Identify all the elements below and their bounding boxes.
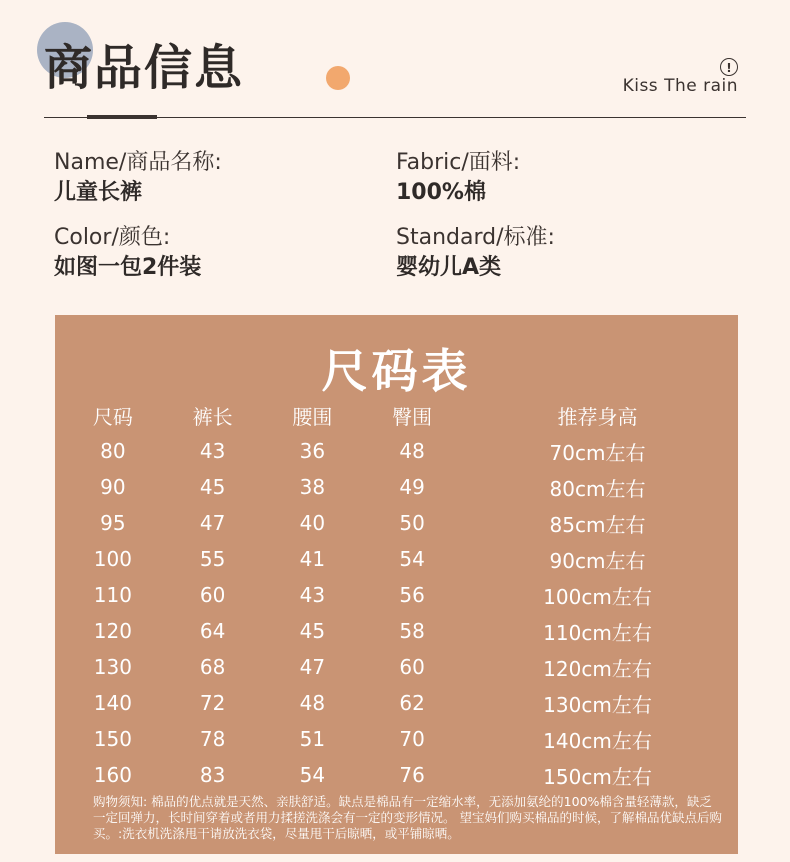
table-cell: 36: [299, 439, 326, 463]
table-cell: 60: [399, 655, 425, 679]
decorative-circle-orange: [326, 66, 350, 90]
exclamation-circle-icon: !: [720, 58, 738, 76]
header-size: 尺码: [92, 404, 133, 429]
table-cell: 43: [299, 583, 326, 607]
table-cell: 58: [399, 619, 425, 643]
size-chart-panel: [55, 315, 738, 854]
standard-label: Standard/标准:: [396, 225, 555, 250]
table-row: [63, 649, 733, 685]
color-value: 如图一包2件装: [54, 255, 202, 280]
table-cell: 60: [199, 583, 226, 607]
brand-text: Kiss The rain: [622, 76, 738, 96]
table-cell: 95: [100, 511, 126, 535]
table-row: [63, 685, 733, 721]
table-cell: 130cm左右: [543, 692, 652, 717]
table-cell: 150: [93, 727, 132, 751]
table-cell: 150cm左右: [543, 764, 652, 789]
table-cell: 47: [299, 655, 326, 679]
table-cell: 120: [93, 619, 132, 643]
table-cell: 160: [93, 763, 132, 787]
info-standard: [396, 223, 555, 283]
name-label: Name/商品名称:: [54, 150, 222, 175]
table-cell: 62: [399, 691, 425, 715]
fabric-label: Fabric/面料:: [396, 150, 521, 175]
table-cell: 100: [93, 547, 132, 571]
table-row: [63, 505, 733, 541]
table-cell: 120cm左右: [543, 656, 652, 681]
header-pants-length: 裤长: [192, 404, 233, 429]
table-row: [63, 469, 733, 505]
table-cell: 110: [93, 583, 132, 607]
size-table: [63, 397, 733, 793]
table-cell: 41: [299, 547, 326, 571]
shopping-note: 购物须知: 棉品的优点就是天然、亲肤舒适。缺点是棉品有一定缩水率，无添加氨纶的100%棉含量轻薄款，缺乏一定回弹力，长时间穿着或者用力揉搓洗涤会有一定的变形情况。 望宝妈们购买棉品的时候，了解棉品优缺点后购买。:洗衣机洗涤甩干请放洗衣袋，尽量甩干后晾晒，或平铺晾晒。: [93, 794, 722, 841]
table-cell: 45: [199, 475, 226, 499]
table-cell: 90cm左右: [549, 548, 646, 573]
table-cell: 130: [93, 655, 132, 679]
table-cell: 76: [399, 763, 425, 787]
table-cell: 140: [93, 691, 132, 715]
table-cell: 110cm左右: [543, 620, 652, 645]
table-cell: 49: [399, 475, 425, 499]
header-divider-accent: [87, 115, 157, 119]
table-cell: 50: [399, 511, 425, 535]
info-color: [54, 223, 201, 283]
table-cell: 56: [399, 583, 425, 607]
table-row: [63, 541, 733, 577]
table-cell: 48: [399, 439, 425, 463]
table-cell: 40: [299, 511, 326, 535]
size-chart-title: 尺码表: [321, 344, 472, 398]
size-table-header-row: [63, 397, 733, 433]
table-cell: 54: [299, 763, 326, 787]
table-cell: 80cm左右: [549, 476, 646, 501]
table-cell: 48: [299, 691, 326, 715]
table-row: [63, 577, 733, 613]
table-cell: 54: [399, 547, 425, 571]
table-cell: 38: [299, 475, 326, 499]
table-cell: 64: [199, 619, 226, 643]
table-cell: 140cm左右: [543, 728, 652, 753]
color-label: Color/颜色:: [54, 225, 171, 250]
table-cell: 72: [199, 691, 226, 715]
table-row: [63, 721, 733, 757]
info-fabric: [396, 148, 520, 208]
info-name: [54, 148, 222, 208]
table-cell: 43: [199, 439, 226, 463]
table-cell: 85cm左右: [549, 512, 646, 537]
table-cell: 47: [199, 511, 226, 535]
table-cell: 51: [299, 727, 326, 751]
table-cell: 80: [100, 439, 126, 463]
page-title: 商品信息: [44, 40, 245, 96]
table-cell: 90: [100, 475, 126, 499]
header-hip: 臀围: [392, 404, 433, 429]
table-row: [63, 433, 733, 469]
table-cell: 70cm左右: [549, 440, 646, 465]
fabric-value: 100%棉: [396, 180, 486, 205]
table-row: [63, 757, 733, 793]
table-cell: 100cm左右: [543, 584, 652, 609]
table-cell: 70: [399, 727, 425, 751]
table-cell: 55: [199, 547, 226, 571]
table-row: [63, 613, 733, 649]
name-value: 儿童长裤: [54, 180, 143, 205]
table-cell: 78: [199, 727, 226, 751]
table-cell: 45: [299, 619, 326, 643]
header-height: 推荐身高: [557, 404, 638, 429]
standard-value: 婴幼儿A类: [396, 255, 502, 280]
header-waist: 腰围: [292, 404, 333, 429]
table-cell: 68: [199, 655, 226, 679]
table-cell: 83: [199, 763, 226, 787]
